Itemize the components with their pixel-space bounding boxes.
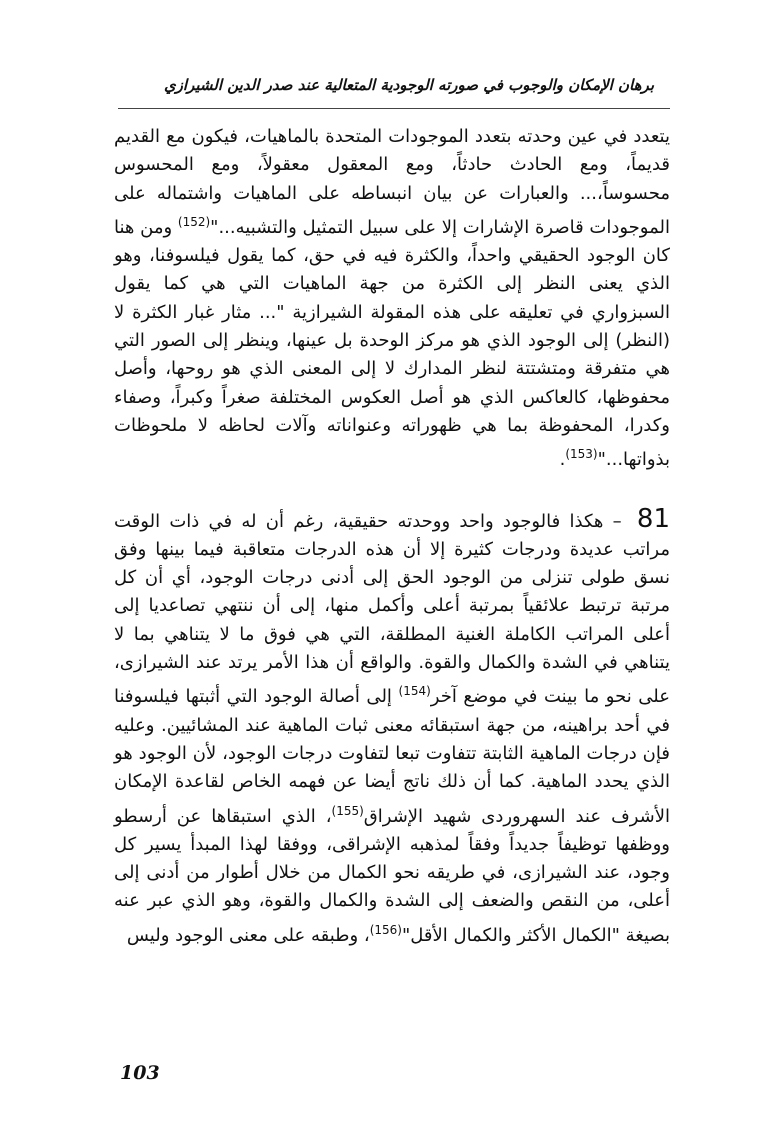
- paragraph1-text-b: ومن هنا كان الوجود الحقيقي واحداً، والكثرة فيه في حق، كما يقول فيلسوفنا، وهو الذي يعنى النظر إلى الكثرة من جهة الماهيات التي هي كما يقول السبزواري في تعليقه على هذه المقولة الشيرازية "... مثار غبار الكثرة لا (النظر) إلى الوجود الذي هو مركز الوحدة بل عينها، وينظر إلى الصور التي هي متفرقة ومتشتتة لنظر المدارك لا إلى المعنى الذي هو روحها، وأصل محفوظها، كالعاكس الذي هو أصل العكوس المختلفة صغراً وكبراً، وصفاء وكدرا، المحفوظة بما هي ظهوراته وعنواناته وآلات لحاظه لا ملحوظات بذواتها...": [114, 216, 670, 471]
- paragraph-81: [114, 505, 670, 950]
- paragraph2-text-c: ، الذي استبقاها عن أرسطو ووظفها توظيفاً جديداً وفقاً لمذهبه الإشراقى، ووفقا لهذا المبدأ يسير كل وجود، عند الشيرازى، في طريقه نحو الكمال من خلال أطوار من أدنى إلى أعلى، من النقص والضعف إلى الشدة والكمال والقوة، وهو الذي عبر عنه بصيغة "الكمال الأكثر والكمال الأقل": [114, 805, 670, 946]
- paragraph2-text-d: ، وطبقه على معنى الوجود وليس: [126, 924, 370, 946]
- paragraph2-text-a: – هكذا فالوجود واحد ووحدته حقيقية، رغم أن له في ذات الوقت مراتب عديدة ودرجات كثيرة إلا أن هذه الدرجات متعاقبة فيما بينها وفق نسق طولى تنزلى من الوجود الحق إلى أدنى درجات الوجود، أي أن كل مرتبة ترتبط علائقياً بمرتبة أعلى وأكمل منها، إلى أن ننتهي تصاعديا إلى أعلى المراتب الكاملة الغنية المطلقة، التي هي فوق ما لا يتناهي بما لا يتناهي في الشدة والكمال والقوة. والواقع أن هذا الأمر يرتد عند الشيرازى، على نحو ما بينت في موضع آخر: [114, 510, 670, 708]
- page-body: [114, 123, 670, 950]
- header-rule: [118, 108, 670, 109]
- paragraph1-text-a: يتعدد في عين وحدته بتعدد الموجودات المتحدة بالماهيات، فيكون مع القديم قديماً، ومع الحادث حادثاً، ومع المعقول معقولاً، ومع المحسوس محسوساً،... والعبارات عن بيان انبساطه على الماهيات واشتماله على الموجودات قاصرة الإشارات إلا على سبيل التمثيل والتشبيه...": [114, 126, 670, 238]
- running-header: برهان الإمكان والوجوب في صورته الوجودية المتعالية عند صدر الدين الشيرازي: [163, 76, 654, 94]
- footnote-ref-153[interactable]: (153): [565, 447, 598, 462]
- footnote-ref-155[interactable]: (155): [331, 803, 364, 818]
- paragraph-continued: [114, 123, 670, 475]
- page-number: 103: [120, 1062, 160, 1084]
- footnote-ref-152[interactable]: (152): [177, 214, 211, 229]
- footnote-ref-156[interactable]: (156): [369, 922, 402, 937]
- paragraph2-text-b: إلى أصالة الوجود التي أثبتها فيلسوفنا في أحد براهينه، من جهة استبقائه معنى ثبات الماهية عند المشائيين. وعليه فإن درجات الماهية الثابتة تتفاوت تبعا لتفاوت درجات الوجود، لأن الوجود هو الذي يحدد الماهية. كما أن ذلك ناتج أيضا عن فهمه الخاص لقاعدة الإمكان الأشرف عند السهروردى شهيد الإشراق: [114, 686, 671, 827]
- footnote-ref-154[interactable]: (154): [398, 684, 431, 699]
- paragraph1-text-c: .: [559, 449, 566, 471]
- paragraph-number: 81: [636, 503, 670, 534]
